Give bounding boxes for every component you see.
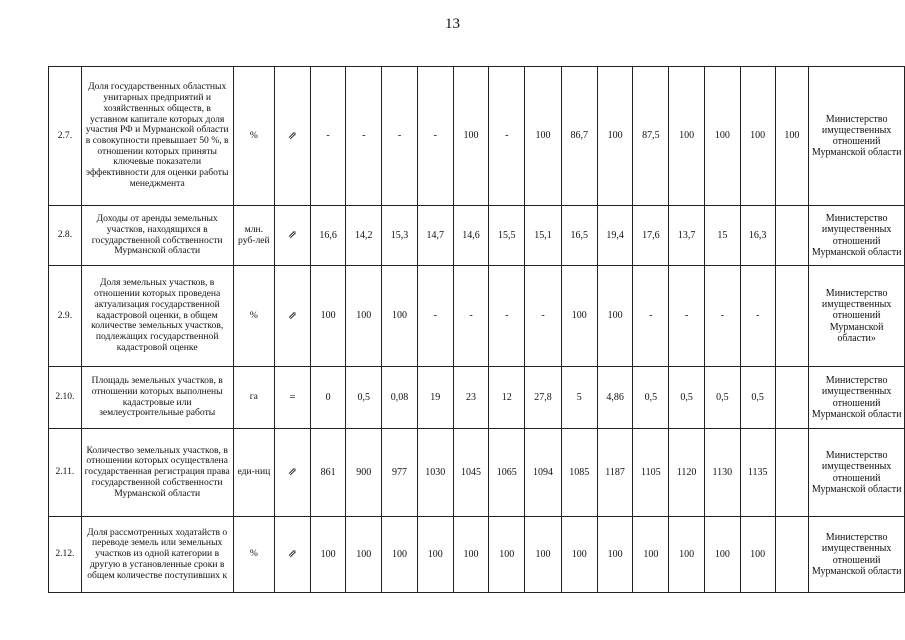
value-cell: 0,5 [633,367,669,429]
unit-cell: % [233,67,275,206]
value-cell: 100 [597,67,633,206]
responsible-ministry: Министерство имущественных отношений Мурманской области [809,517,905,593]
value-cell: 100 [597,266,633,367]
row-number: 2.11. [49,429,82,517]
value-cell [775,517,809,593]
unit-cell: млн. руб-лей [233,206,275,266]
value-cell: 12 [489,367,525,429]
value-cell: 100 [669,67,705,206]
trend-arrow-icon: ⇗ [275,429,311,517]
trend-arrow-icon: ⇗ [275,67,311,206]
value-cell: 1045 [453,429,489,517]
table-row [49,367,905,429]
indicator-name: Площадь земельных участков, в отношении которых выполнены кадастровые или землеустроительные работы [81,367,233,429]
value-cell: 1135 [740,429,775,517]
table-row [49,517,905,593]
value-cell: 100 [310,266,346,367]
value-cell: 23 [453,367,489,429]
value-cell: 15,3 [382,206,418,266]
value-cell: 0,5 [346,367,382,429]
table-row [49,67,905,206]
value-cell: - [417,67,453,206]
value-cell: 100 [740,67,775,206]
value-cell: - [669,266,705,367]
value-cell: 977 [382,429,418,517]
value-cell: - [740,266,775,367]
value-cell: 1085 [561,429,597,517]
value-cell: - [489,266,525,367]
value-cell: 1094 [525,429,562,517]
responsible-ministry: Министерство имущественных отношений Мурманской области» [809,266,905,367]
unit-cell: % [233,517,275,593]
value-cell: 100 [775,67,809,206]
value-cell: 17,6 [633,206,669,266]
value-cell: - [704,266,740,367]
trend-arrow-icon: ⇗ [275,206,311,266]
indicator-name: Доля государственных областных унитарных предприятий и хозяйственных обществ, в уставном капитале которых доля участия РФ и Мурманской области в совокупности превышает 50 %, в отношении которых приняты ключевые показатели эффективности для оценки работы менеджмента [81,67,233,206]
table-row [49,206,905,266]
row-number: 2.12. [49,517,82,593]
value-cell: 100 [740,517,775,593]
value-cell: 4,86 [597,367,633,429]
value-cell: 861 [310,429,346,517]
trend-arrow-icon: ⇗ [275,266,311,367]
value-cell: 100 [346,266,382,367]
value-cell: 0,5 [669,367,705,429]
value-cell: 27,8 [525,367,562,429]
value-cell: - [489,67,525,206]
value-cell: 16,3 [740,206,775,266]
value-cell: 15,5 [489,206,525,266]
value-cell: 19,4 [597,206,633,266]
value-cell: 100 [704,517,740,593]
value-cell: 14,7 [417,206,453,266]
trend-arrow-icon: ⇗ [275,517,311,593]
value-cell: 100 [453,517,489,593]
value-cell: 100 [382,517,418,593]
value-cell: - [525,266,562,367]
value-cell: 19 [417,367,453,429]
value-cell: 100 [310,517,346,593]
value-cell: 0,5 [740,367,775,429]
value-cell: 0,08 [382,367,418,429]
value-cell: - [633,266,669,367]
value-cell: 100 [597,517,633,593]
value-cell: 100 [453,67,489,206]
value-cell: 100 [417,517,453,593]
value-cell: 100 [633,517,669,593]
indicator-name: Доля земельных участков, в отношении которых проведена актуализация государственной кадастровой оценки, в общем количестве земельных участков, подлежащих государственной кадастровой оценке [81,266,233,367]
value-cell: 16,5 [561,206,597,266]
value-cell: 100 [525,517,562,593]
value-cell: 14,2 [346,206,382,266]
unit-cell: еди-ниц [233,429,275,517]
trend-arrow-icon: = [275,367,311,429]
value-cell [775,206,809,266]
indicators-table [48,66,905,593]
value-cell [775,429,809,517]
value-cell: 1105 [633,429,669,517]
value-cell: 100 [561,517,597,593]
value-cell: 100 [382,266,418,367]
table-row [49,266,905,367]
value-cell: 87,5 [633,67,669,206]
value-cell: 100 [489,517,525,593]
table-row [49,429,905,517]
table-body [49,67,905,593]
indicator-name: Количество земельных участков, в отношении которых осуществлена государственная регистрация права государственной собственности Мурманской области [81,429,233,517]
value-cell: 16,6 [310,206,346,266]
unit-cell: га [233,367,275,429]
value-cell: - [346,67,382,206]
value-cell: 1030 [417,429,453,517]
value-cell: 900 [346,429,382,517]
value-cell: 100 [561,266,597,367]
value-cell: - [453,266,489,367]
value-cell: 1065 [489,429,525,517]
value-cell: 15 [704,206,740,266]
value-cell: 100 [346,517,382,593]
value-cell: 15,1 [525,206,562,266]
value-cell: 100 [704,67,740,206]
responsible-ministry: Министерство имущественных отношений Мурманской области [809,67,905,206]
value-cell: 100 [669,517,705,593]
value-cell: 1120 [669,429,705,517]
page-number: 13 [445,16,460,32]
row-number: 2.10. [49,367,82,429]
indicator-name: Доля рассмотренных ходатайств о переводе земель или земельных участков из одной категории в другую в установленные сроки в общем количестве поступивших к [81,517,233,593]
row-number: 2.8. [49,206,82,266]
value-cell: 5 [561,367,597,429]
responsible-ministry: Министерство имущественных отношений Мурманской области [809,429,905,517]
row-number: 2.7. [49,67,82,206]
value-cell [775,367,809,429]
responsible-ministry: Министерство имущественных отношений Мурманской области [809,206,905,266]
value-cell: 86,7 [561,67,597,206]
row-number: 2.9. [49,266,82,367]
value-cell: 13,7 [669,206,705,266]
value-cell: - [310,67,346,206]
value-cell: 100 [525,67,562,206]
unit-cell: % [233,266,275,367]
value-cell: - [417,266,453,367]
value-cell: - [382,67,418,206]
value-cell: 0,5 [704,367,740,429]
value-cell: 1187 [597,429,633,517]
value-cell: 0 [310,367,346,429]
indicator-name: Доходы от аренды земельных участков, находящихся в государственной собственности Мурманской области [81,206,233,266]
value-cell: 1130 [704,429,740,517]
value-cell [775,266,809,367]
responsible-ministry: Министерство имущественных отношений Мурманской области [809,367,905,429]
value-cell: 14,6 [453,206,489,266]
